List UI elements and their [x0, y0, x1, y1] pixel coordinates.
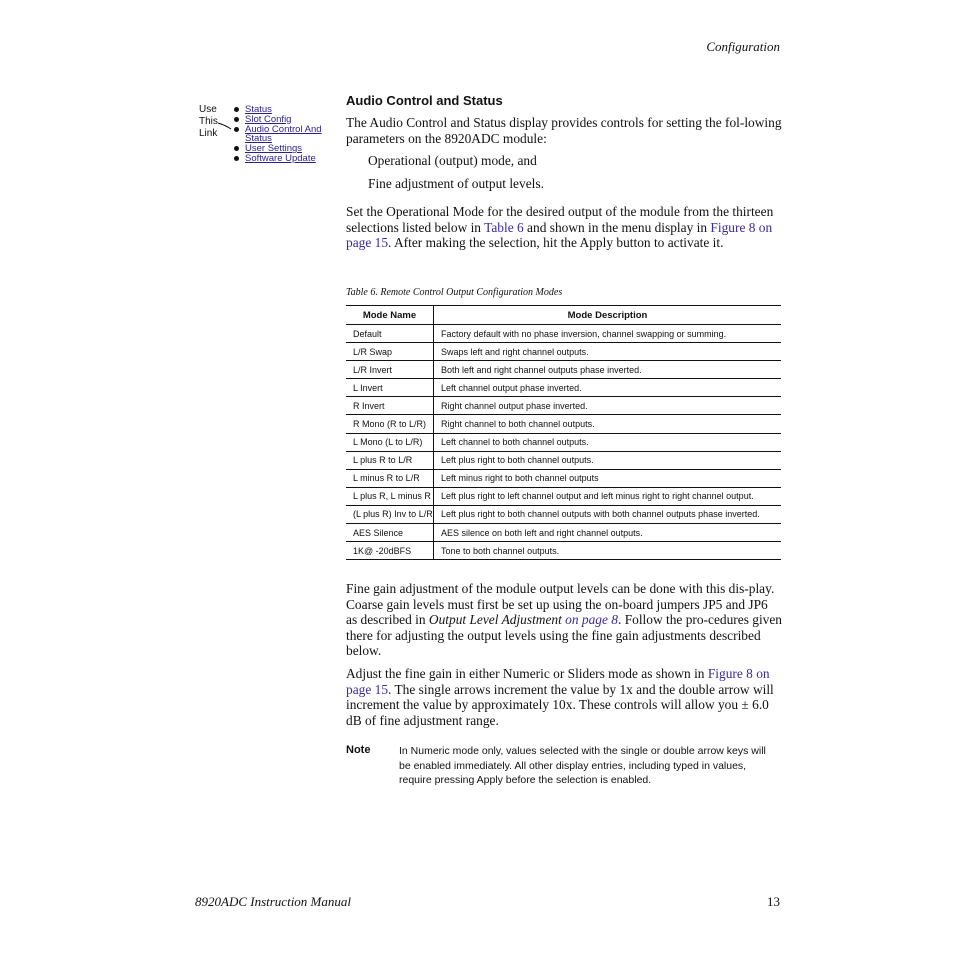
- use-label-line: Link: [199, 128, 218, 139]
- nav-widget: [199, 104, 339, 166]
- fine-gain-paragraph: [346, 581, 782, 659]
- mode-paragraph: [346, 204, 782, 251]
- intro-paragraph: The Audio Control and Status display provides controls for setting the fol-lowing parameters on the 8920ADC module:: [346, 115, 782, 146]
- mode-name-cell: L Mono (L to L/R): [346, 433, 434, 451]
- table-header-row: [346, 306, 781, 325]
- figure-8-link[interactable]: Figure 8 on page 15: [346, 219, 773, 251]
- text-run: and shown in the menu display in: [523, 219, 711, 235]
- mode-description-cell: Left plus right to both channel outputs with both channel outputs phase inverted.: [434, 505, 782, 523]
- mode-description-cell: Right channel output phase inverted.: [434, 397, 782, 415]
- mode-description-cell: Left channel output phase inverted.: [434, 379, 782, 397]
- mode-description-cell: Both left and right channel outputs phase inverted.: [434, 361, 782, 379]
- adjust-paragraph: [346, 666, 782, 728]
- table-row: [346, 379, 781, 397]
- mode-description-cell: Factory default with no phase inversion, channel swapping or summing.: [434, 325, 782, 343]
- table-row: [346, 415, 781, 433]
- mode-name-cell: Default: [346, 325, 434, 343]
- text-run: . The single arrows increment the value by 1x and the double arrow will increment the value by approximately 10x. These controls will allow you ± 6.0 dB of fine adjustment range.: [346, 681, 774, 728]
- nav-link-software-update[interactable]: Software Update: [245, 152, 316, 164]
- table-body: [346, 325, 781, 560]
- mode-name-cell: R Mono (R to L/R): [346, 415, 434, 433]
- mode-description-cell: Left channel to both channel outputs.: [434, 433, 782, 451]
- note-text: In Numeric mode only, values selected with the single or double arrow keys will be enabled immediately. All other display entries, including typed in values, require pressing Apply before the selection is enabled.: [399, 745, 766, 786]
- parameter-item: Operational (output) mode, and: [368, 153, 537, 168]
- mode-name-cell: L/R Swap: [346, 343, 434, 361]
- column-header-mode-name: Mode Name: [346, 306, 434, 325]
- bullet-icon: [234, 146, 239, 151]
- table-row: [346, 451, 781, 469]
- output-level-adjustment-title: Output Level Adjustment: [428, 612, 562, 628]
- bullet-icon: [234, 127, 239, 132]
- modes-table: [346, 305, 781, 560]
- text-run: . After making the selection, hit the Apply button to activate it.: [388, 235, 724, 251]
- table-row: [346, 542, 781, 560]
- column-header-mode-description: Mode Description: [434, 306, 782, 325]
- nav-link-audio-control-and-status[interactable]: [245, 125, 322, 145]
- table-row: [346, 361, 781, 379]
- running-header: Configuration: [706, 39, 780, 54]
- nav-link-line: Status: [245, 133, 272, 145]
- text-run: Fine gain adjustment of the module output levels can be done with this dis-play. Coarse gain levels must first be set up using the on-board jumpers JP5 and JP6 as described in: [346, 581, 775, 628]
- mode-name-cell: AES Silence: [346, 524, 434, 542]
- nav-link-slot-config[interactable]: Slot Config: [245, 113, 292, 125]
- mode-name-cell: L/R Invert: [346, 361, 434, 379]
- mode-name-cell: 1K@ -20dBFS: [346, 542, 434, 560]
- nav-link-user-settings[interactable]: User Settings: [245, 143, 303, 155]
- mode-name-cell: (L plus R) Inv to L/R: [346, 505, 434, 523]
- mode-description-cell: Left plus right to both channel outputs.: [434, 451, 782, 469]
- nav-link-list: [233, 105, 322, 164]
- mode-name-cell: L Invert: [346, 379, 434, 397]
- text-run: Adjust the fine gain in either Numeric or Sliders mode as shown in: [346, 666, 708, 681]
- table-6-link[interactable]: Table 6: [484, 219, 524, 235]
- nav-item-audio-control: [233, 125, 322, 145]
- nav-item-software-update: [233, 154, 322, 164]
- note-label: Note: [346, 744, 371, 756]
- bullet-icon: [234, 107, 239, 112]
- table-row: [346, 397, 781, 415]
- section-heading: Audio Control and Status: [346, 93, 503, 108]
- footer-page-number: 13: [767, 894, 780, 909]
- table-row: [346, 325, 781, 343]
- use-label-line: This: [199, 116, 218, 127]
- text-run: . Follow the pro-cedures given there for adjusting the output levels using the fine gain adjustments described below.: [346, 612, 782, 659]
- footer-manual-title: 8920ADC Instruction Manual: [195, 894, 351, 909]
- mode-name-cell: L minus R to L/R: [346, 469, 434, 487]
- mode-description-cell: Left plus right to left channel output and left minus right to right channel output.: [434, 487, 782, 505]
- text-run: Set the Operational Mode for the desired output of the module from the thirteen selections listed below in: [346, 204, 774, 235]
- table-caption: Table 6. Remote Control Output Configuration Modes: [346, 287, 563, 298]
- table-row: [346, 505, 781, 523]
- mode-name-cell: L plus R to L/R: [346, 451, 434, 469]
- page-8-link[interactable]: on page 8: [561, 612, 618, 628]
- mode-description-cell: Left minus right to both channel outputs: [434, 469, 782, 487]
- table-row: [346, 487, 781, 505]
- bullet-icon: [234, 117, 239, 122]
- nav-link-line: Audio Control And: [245, 123, 322, 135]
- mode-name-cell: R Invert: [346, 397, 434, 415]
- mode-description-cell: Right channel to both channel outputs.: [434, 415, 782, 433]
- table-row: [346, 433, 781, 451]
- table-row: [346, 524, 781, 542]
- mode-description-cell: Swaps left and right channel outputs.: [434, 343, 782, 361]
- nav-link-status[interactable]: Status: [245, 104, 272, 115]
- mode-name-cell: L plus R, L minus R: [346, 487, 434, 505]
- use-label-line: Use: [199, 104, 217, 115]
- table-row: [346, 469, 781, 487]
- mode-description-cell: AES silence on both left and right channel outputs.: [434, 524, 782, 542]
- table-row: [346, 343, 781, 361]
- figure-8-link[interactable]: Figure 8 on page 15: [346, 666, 770, 697]
- bullet-icon: [234, 156, 239, 161]
- mode-description-cell: Tone to both channel outputs.: [434, 542, 782, 560]
- parameter-item: Fine adjustment of output levels.: [368, 176, 544, 191]
